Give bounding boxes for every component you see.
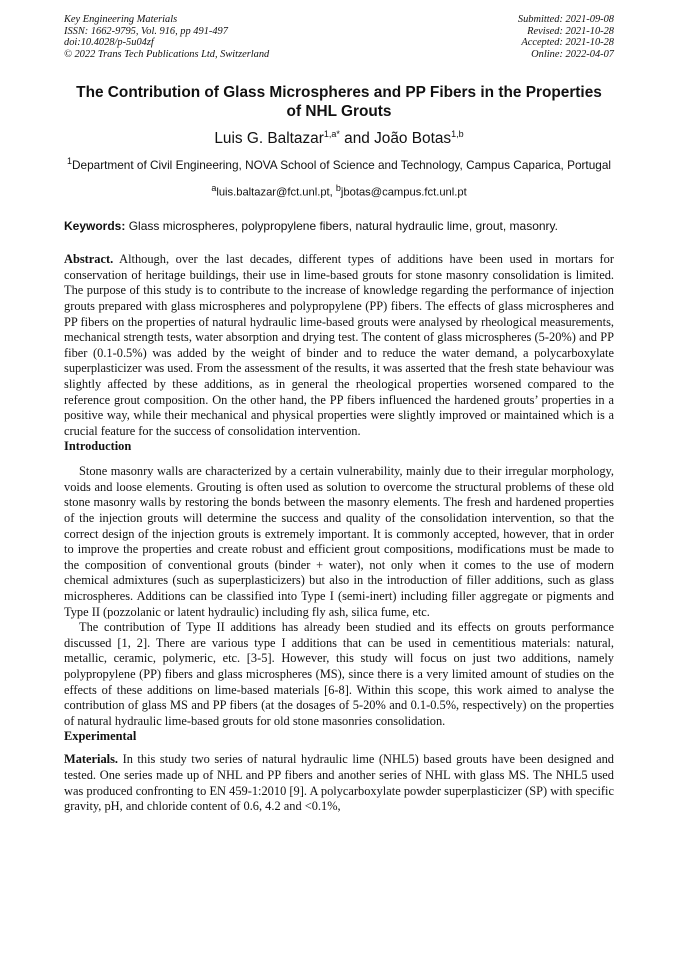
keywords-label: Keywords: [64,219,126,234]
journal-issn: ISSN: 1662-9795, Vol. 916, pp 491-497 [64,25,228,37]
abstract [64,252,614,439]
author-name: João Botas [374,130,452,148]
author-name: Luis G. Baltazar [214,130,324,148]
keywords [64,219,614,234]
paper-title-line-1: The Contribution of Glass Microspheres and PP Fibers in the Properties [76,84,602,102]
author-separator: and [339,130,375,148]
author-list [64,125,614,148]
date-online: Online: 2022-04-07 [531,48,614,60]
journal-doi: doi:10.4028/p-5u04zf [64,37,154,49]
keywords-text: Glass microspheres, polypropylene fibers, natural hydraulic lime, grout, masonry. [125,219,558,234]
materials-label: Materials. [64,752,119,767]
author-emails [64,181,614,200]
email-superscript: a [211,183,217,194]
paper-page [64,14,614,815]
abstract-label: Abstract. [64,252,114,267]
date-submitted: Submitted: 2021-09-08 [517,14,614,25]
email-link[interactable]: luis.baltazar@fct.unl.pt, [216,187,336,200]
email-link[interactable]: jbotas@campus.fct.unl.pt [340,187,467,200]
section-heading-experimental: Experimental [64,729,137,744]
paper-title [64,84,614,121]
journal-info [64,14,269,60]
affiliation-superscript: 1 [66,155,72,166]
journal-copyright: © 2022 Trans Tech Publications Ltd, Switzerland [64,48,270,60]
section-heading-introduction: Introduction [64,439,132,454]
journal-header [64,14,614,60]
intro-paragraph-1: Stone masonry walls are characterized by a certain vulnerability, mainly due to their irregular morphology, voids and loose elements. Grouting is often used as solution to overcome the structural problems of these old stone masonry walls by restoring the bonds between the masonry elements. The fresh and hardened properties of the injection grouts will determine the success and quality of the consolidation intervention, so that the correct design of the injection grouts is extremely important. It is commonly accepted, however, that in order to improve the properties and create robust and efficient grout compositions, modifications must be made to the composition of conventional grouts (binder + water), not only when it comes to the use of modern chemical admixtures (such as superplasticizers) but also in the introduction of filler additions, such as glass microspheres. Additions can be classified into Type I (semi-inert) including filler aggregate or pigments and Type II (pozzolanic or latent hydraulic) including fly ash, silica fume, etc. [64,464,614,619]
affiliation-text: Department of Civil Engineering, NOVA School of Science and Technology, Campus Caparica, Portugal [72,157,612,172]
intro-paragraph-2: The contribution of Type II additions has already been studied and its effects on grouts performance discussed [1, 2]. There are various type I additions that can be used in cementitious materials: natural, metallic, ceramic, polymeric, etc. [3-5]. However, this study will focus on just two additions, namely polypropylene (PP) fibers and glass microspheres (MS), since there is a very limited amount of studies on the effects of these additions on lime-based materials [6-8]. Within this scope, this work aimed to analyse the contribution of glass MS and PP fibers (at the dosages of 5-20% and 0.1-0.5%, respectively) on the properties of natural hydraulic lime-based grouts for old stone masonries consolidation. [64,620,614,728]
date-revised: Revised: 2021-10-28 [527,25,614,37]
journal-name: Key Engineering Materials [64,14,178,25]
author-superscript: 1,b [451,129,464,140]
email-superscript: b [335,183,341,194]
submission-dates [518,14,614,60]
paper-title-line-2: of NHL Grouts [286,102,392,120]
materials-paragraph [64,752,614,814]
abstract-text: Although, over the last decades, different types of additions have been used in mortars for conservation of heritage buildings, their use in lime-based grouts for stone masonry consolidation is limited. The purpose of this study is to contribute to the increase of knowledge regarding the performance of injection grouts prepared with glass microspheres and polypropylene (PP) fibers. The effects of glass microspheres and PP fibers on the properties of natural hydraulic lime-based grouts were analysed by rheological measurements, mechanical strength tests, water absorption and drying test. The content of glass microspheres (5-20%) and PP fiber (0.1-0.5%) was added by the weight of binder and to reduce the water demand, a polycarboxylate superplasticizer was used. From the assessment of the results, it was asserted that the fresh state behaviour was slightly affected by these additions, as in general the rheological properties worsened compared to the reference grout composition. On the other hand, the PP fibers influenced the hardened grouts’ properties in a positive way, while their mechanical and physical properties were slightly improved or maintained which is a crucial feature for the success of consolidation intervention. [64,252,614,438]
materials-text: In this study two series of natural hydraulic lime (NHL5) based grouts have been designed and tested. One series made up of NHL and PP fibers and another series of NHL with glass MS. The NHL5 used was produced confronting to EN 459-1:2010 [9]. A polycarboxylate powder superplasticizer (SP) with specific gravity, pH, and chloride content of 0.6, 4.2 and <0.1%, [64,752,614,814]
date-accepted: Accepted: 2021-10-28 [521,37,614,49]
author-superscript: 1,a* [323,129,340,140]
affiliation [64,154,614,173]
